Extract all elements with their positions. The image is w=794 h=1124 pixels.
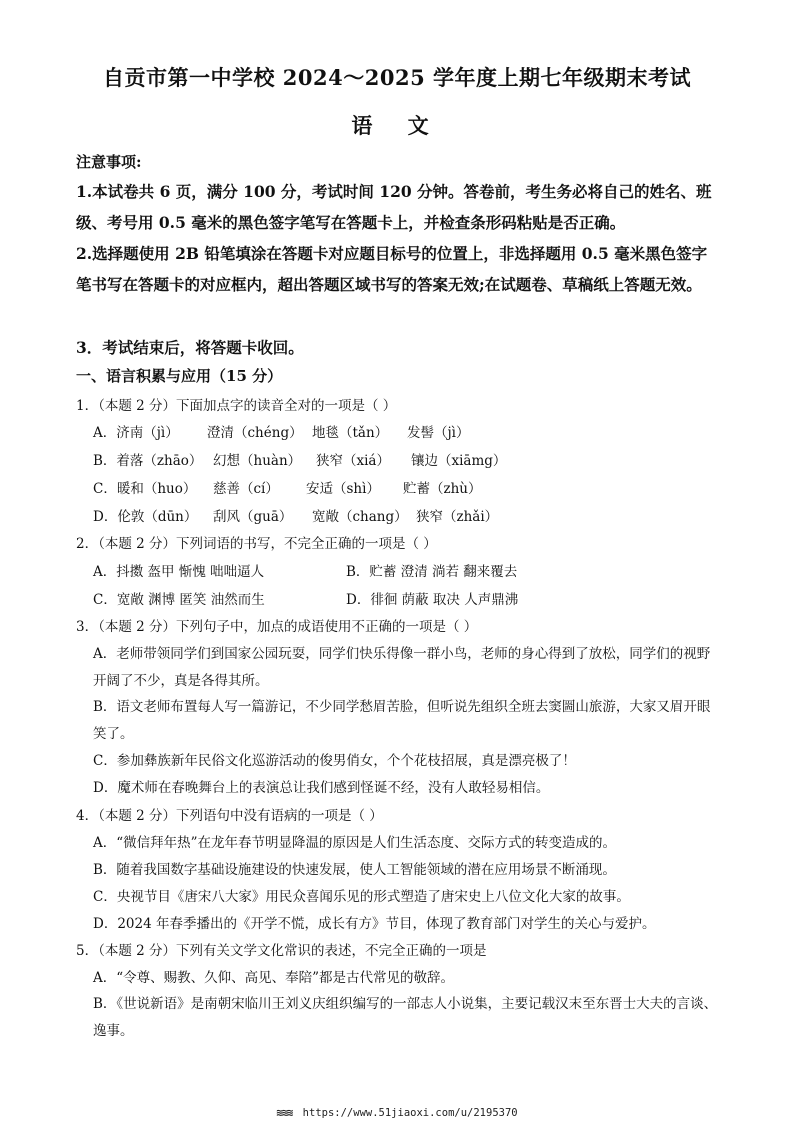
q1-d-4: 狭窄（zhǎi） — [416, 509, 499, 525]
q5-option-b: B．《世说新语》是南朝宋临川王刘义庆组织编写的一部志人小说集，主要记载汉末至东晋士大夫的言谈、逸事。 — [93, 996, 718, 1039]
exam-title: 自贡市第一中学校 2024～2025 学年度上期七年级期末考试 — [102, 65, 691, 90]
q2-option-b: B．贮蓄 澄清 淌若 翻来覆去 — [346, 564, 518, 580]
q3-option-d: D．魔术师在春晚舞台上的表演总让我们感到怪诞不经，没有人敢轻易相信。 — [93, 780, 550, 796]
q3-option-b: B．语文老师布置每人写一篇游记，不少同学愁眉苦脸，但听说先组织全班去窦圌山旅游，大家又眉开眼笑了。 — [93, 699, 711, 742]
q4-stem: 4．（本题 2 分）下列语句中没有语病的一项是（ ） — [76, 808, 383, 824]
q1-c-4: 贮蓄（zhù） — [403, 481, 482, 497]
page-footer — [0, 1107, 794, 1119]
q1-c-2: 慈善（cí） — [213, 481, 279, 497]
q1-c-1: C．暖和（huo） — [93, 481, 197, 497]
q1-a-1: A．济南（jì） — [93, 425, 179, 441]
q1-stem: 1．（本题 2 分）下面加点字的读音全对的一项是（ ） — [76, 398, 397, 414]
q4-option-a: A．“微信拜年热”在龙年春节明显降温的原因是人们生活态度、交际方式的转变造成的。 — [93, 835, 617, 851]
q1-d-3: 宽敞（chang） — [312, 509, 408, 525]
q2-option-a: A．抖擞 盔甲 惭愧 咄咄逼人 — [93, 564, 265, 580]
q1-b-1: B．着落（zhāo） — [93, 453, 203, 469]
q4-option-c: C．央视节目《唐宋八大家》用民众喜闻乐见的形式塑造了唐宋史上八位文化大家的故事。 — [93, 889, 630, 905]
footer-url[interactable]: https://www.51jiaoxi.com/u/2195370 — [302, 1107, 518, 1119]
q3-stem: 3．（本题 2 分）下列句子中，加点的成语使用不正确的一项是（ ） — [76, 619, 478, 635]
q3-option-a: A．老师带领同学们到国家公园玩耍，同学们快乐得像一群小鸟，老师的身心得到了放松，同学们的视野开阔了不少，真是各得其所。 — [93, 646, 711, 689]
section-1-title: 一、语言积累与应用（15 分） — [76, 367, 283, 385]
q1-b-3: 狭窄（xiá） — [316, 453, 390, 469]
q5-option-a: A．“令尊、赐教、久仰、高见、奉陪”都是古代常见的敬辞。 — [93, 970, 455, 986]
q1-b-2: 幻想（huàn） — [213, 453, 302, 469]
q2-option-c: C．宽敞 渊博 匿笑 油然而生 — [93, 592, 265, 608]
q3-option-c: C．参加彝族新年民俗文化巡游活动的俊男俏女，个个花枝招展，真是漂亮极了！ — [93, 753, 576, 769]
q1-d-1: D．伦敦（dūn） — [93, 509, 198, 525]
q1-a-4: 发髻（jì） — [407, 425, 470, 441]
subject-title: 语 文 — [351, 113, 443, 138]
q4-option-b: B．随着我国数字基础设施建设的快速发展，使人工智能领域的潜在应用场景不断涌现。 — [93, 862, 616, 878]
q2-option-d: D．徘徊 荫蔽 取决 人声鼎沸 — [346, 592, 519, 608]
notice-item-3: 3．考试结束后，将答题卡收回。 — [76, 338, 304, 357]
q4-option-d: D．2024 年春季播出的《开学不慌，成长有方》节目，体现了教育部门对学生的关心与爱护。 — [93, 916, 656, 932]
q1-b-4: 镶边（xiāmg） — [411, 453, 507, 469]
q1-d-2: 刮风（guā） — [213, 509, 293, 525]
q2-stem: 2．（本题 2 分）下列词语的书写，不完全正确的一项是（ ） — [76, 536, 437, 552]
notice-item-2: 2.选择题使用 2B 铅笔填涂在答题卡对应题目标号的位置上，非选择题用 0.5 毫米黑色签字笔书写在答题卡的对应框内，超出答题区域书写的答案无效;在试题卷、草稿纸上答题无效。 — [76, 244, 708, 294]
notice-item-1: 1.本试卷共 6 页，满分 100 分，考试时间 120 分钟。答卷前，考生务必将自己的姓名、班级、考号用 0.5 毫米的黑色签字笔写在答题卡上，并检查条形码粘贴是否正确。 — [76, 182, 712, 232]
notice-heading: 注意事项: — [76, 153, 142, 171]
footer-logo-icon: ≋≋≋ — [276, 1107, 293, 1119]
q5-stem: 5．（本题 2 分）下列有关文学文化常识的表述，不完全正确的一项是 — [76, 943, 487, 959]
q1-c-3: 安适（shì） — [306, 481, 380, 497]
q1-a-2: 澄清（chéng） — [207, 425, 303, 441]
q1-a-3: 地毯（tǎn） — [312, 425, 389, 441]
